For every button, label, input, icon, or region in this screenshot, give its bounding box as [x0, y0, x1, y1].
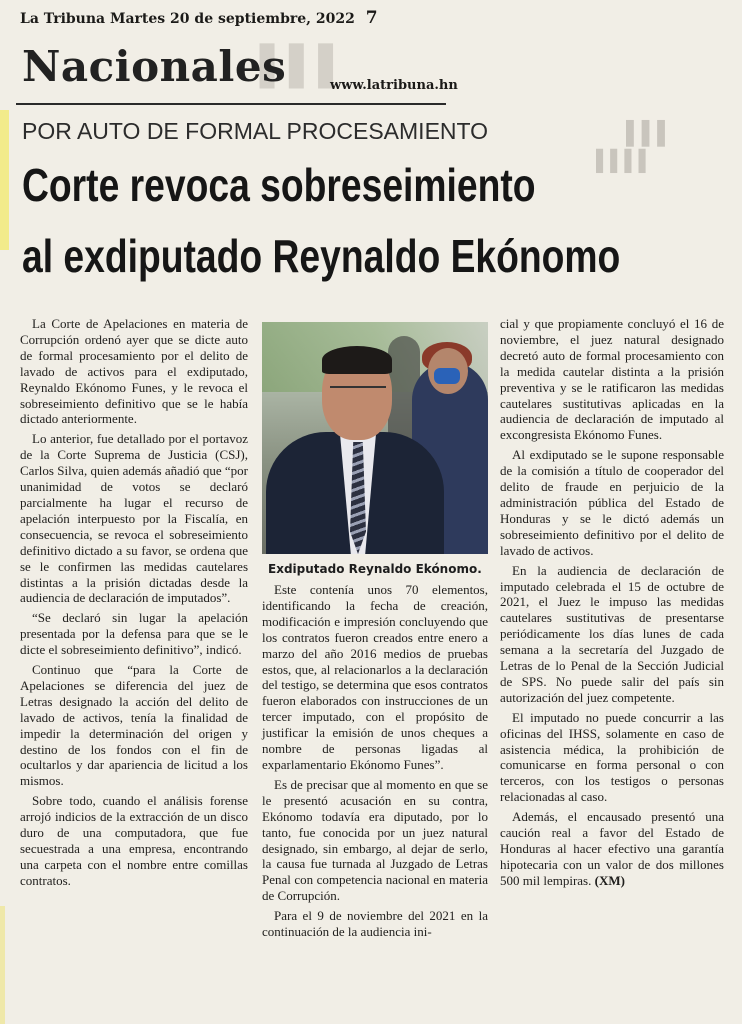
photo-man-glasses: [330, 386, 386, 400]
section-rule: [16, 103, 446, 105]
photo-man-hair: [322, 346, 392, 374]
paragraph: El imputado no puede concurrir a las oficinas del IHSS, solamente en caso de asistencia médica, la prohibición de comunicarse en forma personal o con terceros, con los testigos o personas relacionadas al caso.: [500, 709, 724, 805]
paragraph: En la audiencia de declaración de imputado celebrada el 15 de octubre de 2021, el Juez le impuso las medidas cautelares sustitutivas de presentarse periódicamente los días lunes de cada semana a la secretaría del Juzgado de Letras de lo Penal de la Sección Judicial de SPS. No puede salir del país sin autorización del juez competente.: [500, 562, 724, 705]
photo-caption: Exdiputado Reynaldo Ekónomo.: [268, 562, 482, 576]
bleed-through-text: ▌▌▌: [626, 120, 673, 145]
website-url: www.latribuna.hn: [330, 78, 458, 93]
news-photo: [262, 322, 488, 554]
author-signature: (XM): [594, 872, 625, 888]
paragraph: Sobre todo, cuando el análisis forense arrojó indicios de la extracción de un disco duro de una computadora, que fue secuestrada a una empresa, encontrando una carpeta con el nombre entre comillas contratos.: [20, 793, 248, 888]
paragraph: Para el 9 de noviembre del 2021 en la continuación de la audiencia ini-: [262, 908, 488, 940]
paragraph: Este contenía unos 70 elementos, identificando la fecha de creación, modificación e impresión concluyendo que los contratos fueron creados entre enero a marzo del año 2016 medios de pruebas estos, que, al relacionarlos a la declaración del testigo, se determina que esos contratos fueron elaborados con instrucciones de un tercer imputado, con el propósito de justificar la emisión de unos cheques a nombre de personas ligadas al exparlamentario Ekónomo Funes”.: [262, 582, 488, 772]
paragraph: La Corte de Apelaciones en materia de Corrupción ordenó ayer que se dicte auto de formal procesamiento por el delito de lavado de activos para el exdiputado, Reynaldo Ekónomo Funes, y le revoca el sobreseimiento definitivo que se le había dictado anteriormente.: [20, 316, 248, 427]
article-column: [20, 316, 248, 893]
headline: al exdiputado Reynaldo Ekónomo: [22, 230, 621, 282]
paragraph: Lo anterior, fue detallado por el portavoz de la Corte Suprema de Justicia (CSJ), Carlos Silva, quien además añadió que “por unanimidad de votos se declaró parcialmente ha lugar el recurso de apelación interpuesto por la Fiscalía, en consecuencia, se revoca el sobreseimiento definitivo dictado a su favor, se ordena que se le confirmen las medidas cautelares distintas a la prisión dictadas desde la audiencia de declaración de imputados”.: [20, 431, 248, 606]
issue-date: Martes 20 de septiembre, 2022: [109, 11, 355, 27]
article-column: [500, 316, 724, 893]
newspaper-name: La Tribuna: [20, 11, 106, 27]
paragraph-text: Además, el encausado presentó una caución real a favor del Estado de Honduras al hacer efectivo una garantía hipotecaria con un valor de dos millones 500 mil lempiras.: [500, 809, 724, 888]
headline-kicker: POR AUTO DE FORMAL PROCESAMIENTO: [22, 118, 489, 144]
paragraph: Es de precisar que al momento en que se le presentó acusación en su contra, Ekónomo todavía era diputado, por lo tanto, fue conocida por un juez natural designado, sin embargo, al dejar de serlo, la causa fue turnada al Juzgado de Letras Penal con competencia nacional en materia de Corrupción.: [262, 776, 488, 904]
highlighter-mark: [0, 906, 5, 1024]
paragraph: Al exdiputado se le supone responsable de la comisión a título de cooperador del delito de fraude en perjuicio de la administración pública del Estado de Honduras y se le dictó además un sobreseimiento definitivo por el delito de lavado de activos.: [500, 447, 724, 558]
bleed-through-text: ▌▌▌: [260, 44, 348, 88]
page-number: 7: [365, 8, 378, 28]
bleed-through-text: ▌▌▌▌: [596, 150, 653, 172]
paragraph: cial y que propiamente concluyó el 16 de noviembre, el juez natural designado decretó auto de formal procesamiento con la medida cautelar distinta a la prisión preventiva y se le ratificaron las medidas cautelares sustitutivas aplicadas en la audiencia de declaración de imputado al excongresista Ekónomo Funes.: [500, 316, 724, 443]
highlighter-mark: [0, 110, 9, 250]
photo-face-mask: [434, 368, 460, 384]
paragraph: Continuo que “para la Corte de Apelaciones se diferencia del juez de Letras designado la acción del delito de lavado de activos, tenía la finalidad de impedir la determinación del origen y destino de los fondos con el fin de ocultarlos y dar apariencia de licitud a los mismos.: [20, 662, 248, 789]
paragraph: [500, 809, 724, 889]
section-title: Nacionales: [22, 42, 287, 91]
masthead: [20, 8, 378, 28]
paragraph: “Se declaró sin lugar la apelación presentada por la defensa para que se le dicte el sobreseimiento definitivo”, indicó.: [20, 610, 248, 658]
article-column: [262, 582, 488, 944]
headline: Corte revoca sobreseimiento: [22, 159, 536, 211]
